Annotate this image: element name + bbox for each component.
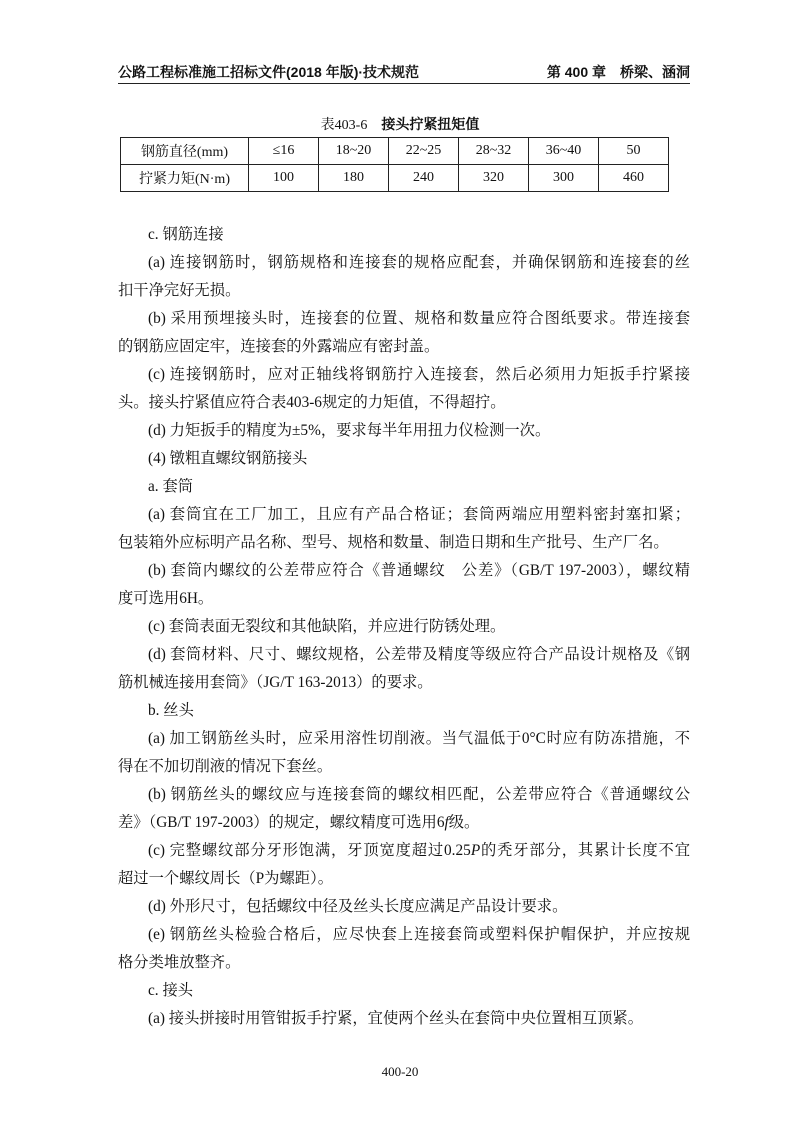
text-segment: (c) 完整螺纹部分牙形饱满，牙顶宽度超过0.25 [148,842,471,859]
row-header-diameter: 钢筋直径(mm) [121,138,249,165]
text-line: (d) 力矩扳手的精度为±5%，要求每半年用扭力仪检测一次。 [148,422,551,439]
paragraph [118,249,690,305]
italic-symbol: f [444,814,449,831]
paragraph [118,781,690,837]
diameter-cell: 36~40 [529,138,599,165]
table-title: 接头拧紧扭矩值 [381,116,480,132]
torque-cell: 320 [459,165,529,192]
text-line: (d) 套筒材料、尺寸、螺纹规格，公差带及精度等级应符合产品设计规格及《钢 [148,646,690,663]
text-line: (a) 套筒宜在工厂加工，且应有产品合格证；套筒两端应用塑料密封塞扣紧； [148,506,690,523]
subsection-heading [118,473,690,501]
text-line: 格分类堆放整齐。 [118,954,241,971]
torque-table [120,137,669,192]
row-header-torque: 拧紧力矩(N·m) [121,165,249,192]
header-rule [118,83,690,84]
text-line: b. 丝头 [148,702,194,719]
paragraph [118,417,690,445]
subsection-heading [118,977,690,1005]
paragraph [118,837,690,893]
text-line: (c) 套筒表面无裂纹和其他缺陷，并应进行防锈处理。 [148,618,506,635]
text-line: 度可选用6H。 [118,590,214,607]
text-line: c. 接头 [148,982,194,999]
paragraph [118,893,690,921]
italic-symbol: P [470,842,481,859]
subsection-heading [118,221,690,249]
torque-cell: 240 [389,165,459,192]
text-line: 包装箱外应标明产品名称、型号、规格和数量、制造日期和生产批号、生产厂名。 [118,534,669,551]
text-line: (a) 接头拼接时用管钳扳手拧紧，宜使两个丝头在套筒中央位置相互顶紧。 [148,1010,644,1027]
subsection-heading [118,697,690,725]
diameter-cell: 18~20 [319,138,389,165]
text-line: 超过一个螺纹周长（P为螺距）。 [118,870,334,887]
text-line [118,837,690,865]
text-line: (c) 连接钢筋时，应对正轴线将钢筋拧入连接套，然后必须用力矩扳手拧紧接 [148,366,690,383]
text-line: (a) 连接钢筋时，钢筋规格和连接套的规格应配套，并确保钢筋和连接套的丝 [148,254,690,271]
text-line: (d) 外形尺寸，包括螺纹中径及丝头长度应满足产品设计要求。 [148,898,568,915]
paragraph [118,613,690,641]
paragraph [118,557,690,613]
table-row-torque [121,165,669,192]
torque-cell: 180 [319,165,389,192]
running-header [118,61,690,83]
table-row-diameter [121,138,669,165]
chapter-title: 第 400 章 桥梁、涵洞 [546,64,690,80]
text-line: (b) 钢筋丝头的螺纹应与连接套筒的螺纹相匹配，公差带应符合《普通螺纹公 [148,786,690,803]
paragraph [118,725,690,781]
paragraph [118,305,690,361]
body-text [118,221,690,1033]
text-segment: 级。 [448,814,480,831]
text-line: (e) 钢筋丝头检验合格后，应尽快套上连接套筒或塑料保护帽保护，并应按规 [148,926,690,943]
diameter-cell: 28~32 [459,138,529,165]
text-segment: 的秃牙部分，其累计长度不宜 [480,842,690,859]
section-heading [118,445,690,473]
text-segment: 差》（GB/T 197-2003）的规定，螺纹精度可选用6 [118,814,445,831]
paragraph [118,1005,690,1033]
text-line: 头。接头拧紧值应符合表403-6规定的力矩值，不得超拧。 [118,394,506,411]
torque-cell: 100 [249,165,319,192]
table-number: 表403-6 [320,118,368,133]
text-line: (a) 加工钢筋丝头时，应采用溶性切削液。当气温低于0°C时应有防冻措施，不 [148,730,690,747]
paragraph [118,641,690,697]
table-caption [0,113,800,135]
text-line: a. 套筒 [148,478,194,495]
paragraph [118,361,690,417]
torque-cell: 460 [599,165,669,192]
text-line: 扣干净完好无损。 [118,282,241,299]
text-line: (b) 套筒内螺纹的公差带应符合《普通螺纹 公差》（GB/T 197-2003），螺纹精 [148,562,690,579]
text-line: 筋机械连接用套筒》（JG/T 163-2013）的要求。 [118,674,433,691]
document-title: 公路工程标准施工招标文件(2018 年版)·技术规范 [118,64,420,80]
diameter-cell: 22~25 [389,138,459,165]
page-number: 400-20 [381,1064,419,1079]
text-line: (4) 镦粗直螺纹钢筋接头 [148,450,308,467]
torque-cell: 300 [529,165,599,192]
text-line [118,809,690,837]
text-line: 的钢筋应固定牢，连接套的外露端应有密封盖。 [118,338,440,355]
text-line: c. 钢筋连接 [148,226,224,243]
paragraph [118,921,690,977]
text-line: (b) 采用预埋接头时，连接套的位置、规格和数量应符合图纸要求。带连接套 [148,310,690,327]
diameter-cell: 50 [599,138,669,165]
paragraph [118,501,690,557]
text-line: 得在不加切削液的情况下套丝。 [118,758,333,775]
diameter-cell: ≤16 [249,138,319,165]
